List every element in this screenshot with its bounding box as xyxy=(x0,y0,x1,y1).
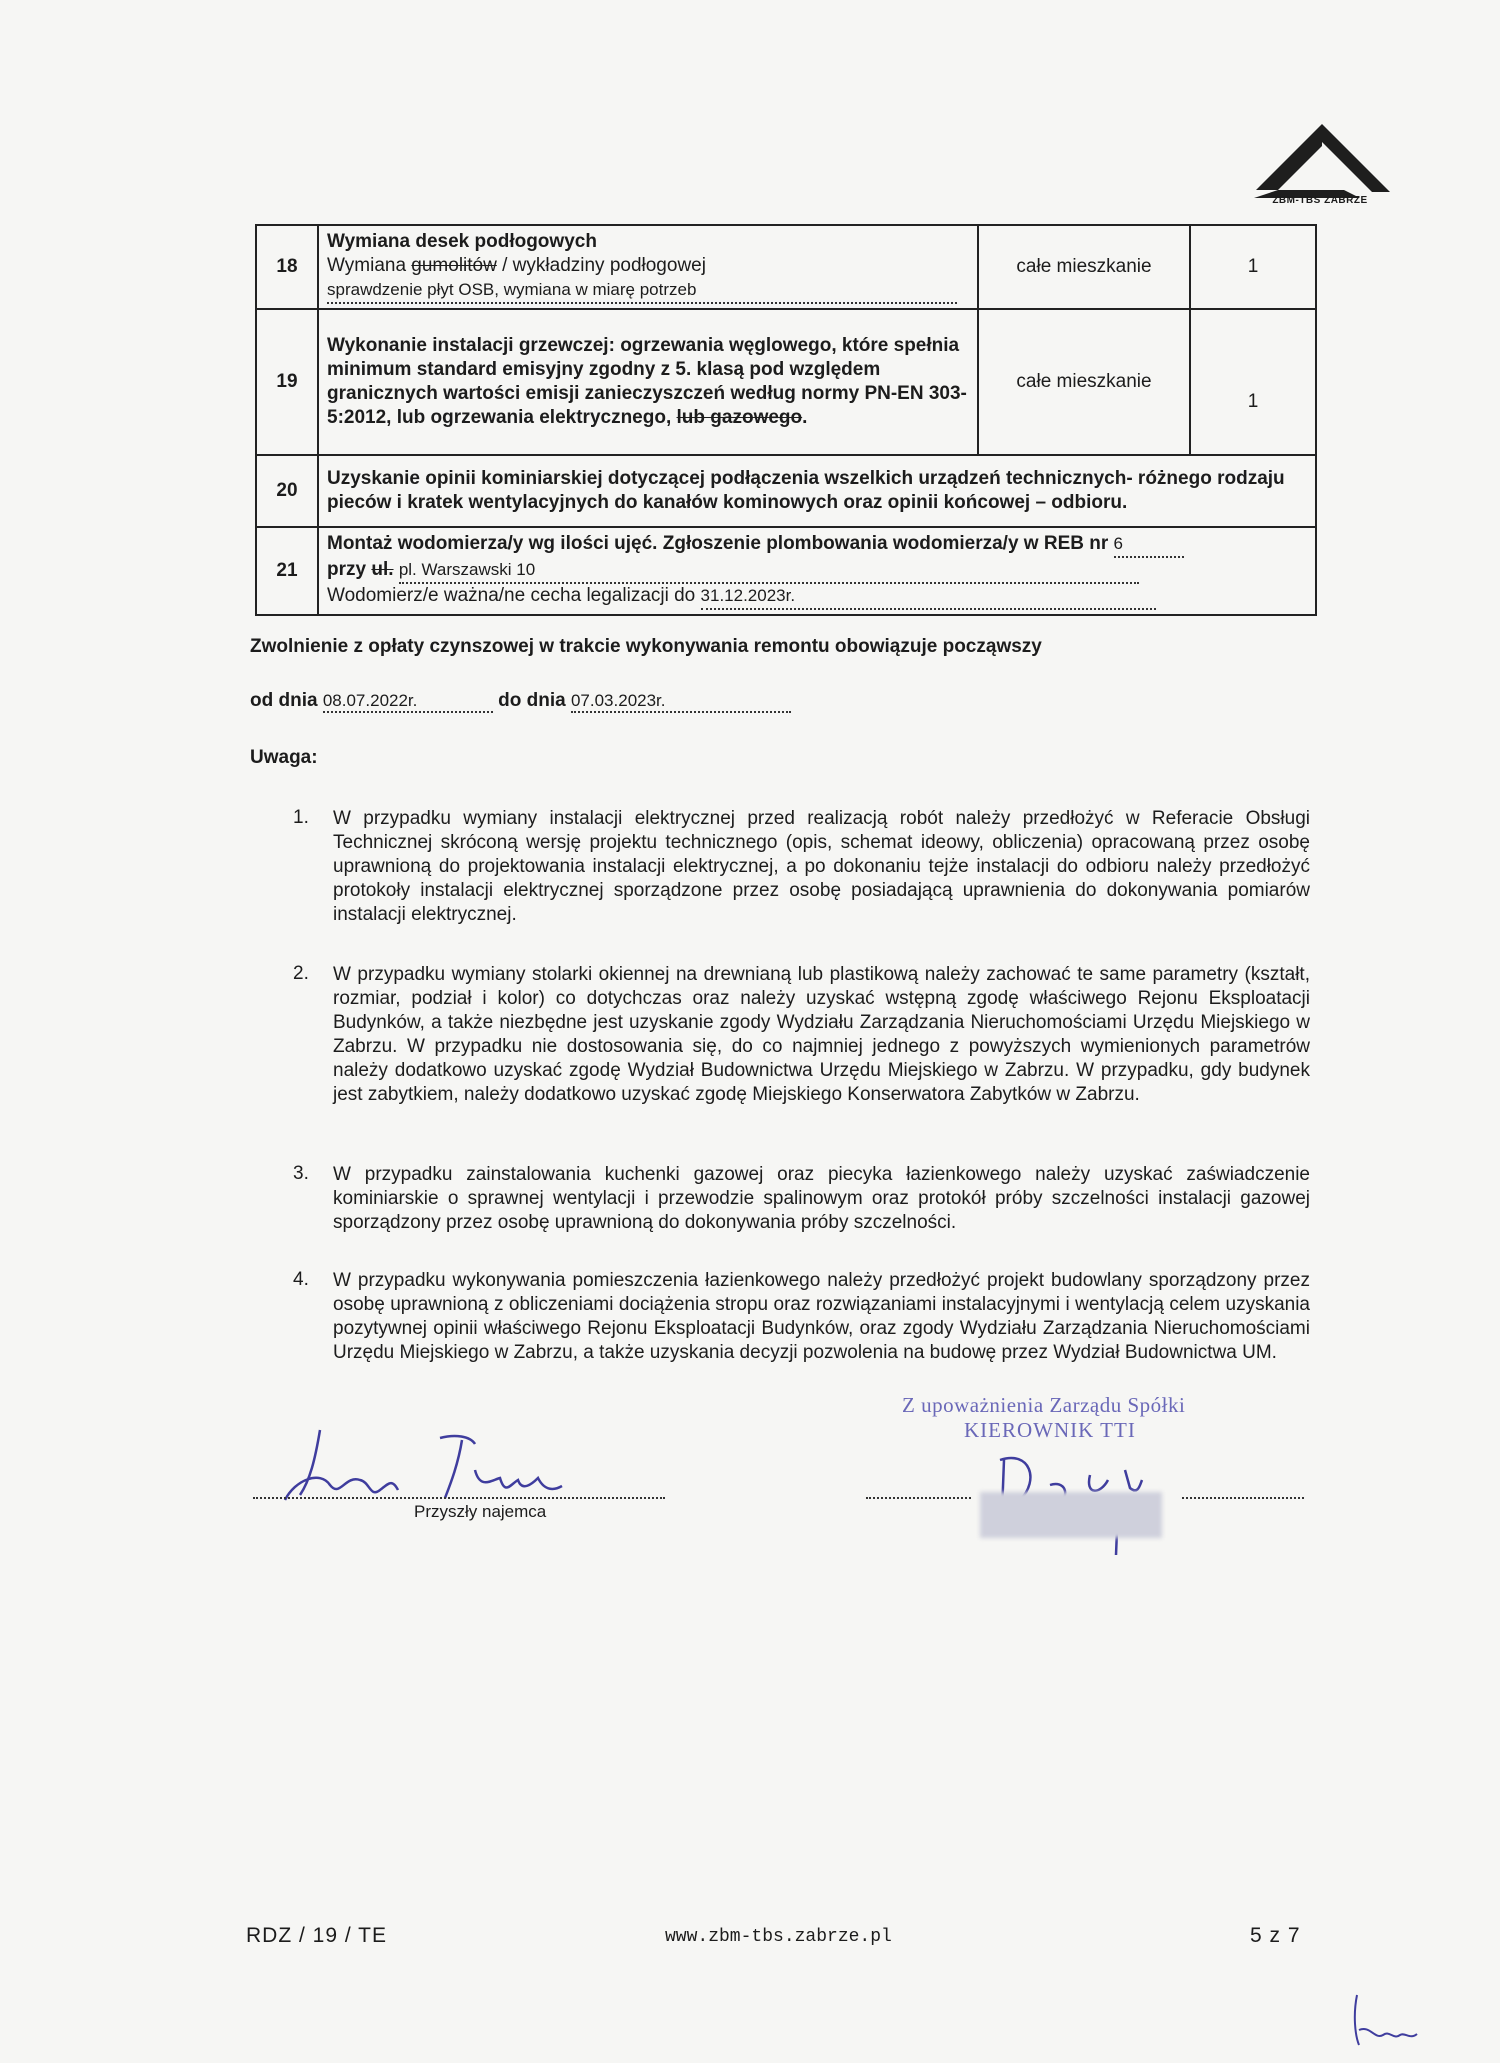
note-number: 1. xyxy=(293,807,309,828)
row-number: 19 xyxy=(256,309,318,455)
table-row xyxy=(256,527,1316,615)
table-row xyxy=(256,455,1316,527)
row-line xyxy=(327,584,1307,610)
from-label: od dnia xyxy=(250,690,318,711)
text: Wymiana xyxy=(327,255,412,276)
note-number: 3. xyxy=(293,1163,309,1184)
struck-text: lub gazowego xyxy=(676,407,803,428)
text: przy xyxy=(327,559,367,580)
note-text: W przypadku wymiany instalacji elektrycznej przed realizacją robót należy przedłożyć w Referacie Obsługi Technicznej skróconą wersję projektu technicznego (opis, schemat ideowy, obliczenia) opracowaną przez osobę uprawnioną do projektowania instalacji elektrycznej, a po dokonaniu tejże instalacji do odbioru należy przedłożyć protokoły instalacji elektrycznej sporządzone przez osobę posiadającą uprawnienia do dokonywania pomiarów instalacji elektrycznej. xyxy=(333,808,1310,925)
row-scope: całe mieszkanie xyxy=(978,225,1190,309)
row-scope: całe mieszkanie xyxy=(978,309,1190,455)
handwritten-note: sprawdzenie płyt OSB, wymiana w miarę potrzeb xyxy=(327,278,957,304)
reb-number: 6 xyxy=(1114,532,1184,558)
row-description xyxy=(318,309,978,455)
manager-signature-line xyxy=(1182,1497,1304,1499)
tenant-label: Przyszły najemca xyxy=(414,1502,547,1521)
row-title: Wymiana desek podłogowych xyxy=(327,231,597,252)
stamp-position: KIEROWNIK TTI xyxy=(964,1418,1136,1442)
text: / wykładziny podłogowej xyxy=(496,255,706,276)
to-label: do dnia xyxy=(498,690,566,711)
notes-heading: Uwaga: xyxy=(250,747,318,768)
text: Montaż wodomierza/y wg ilości ujęć. Zgłoszenie plombowania wodomierza/y w REB nr xyxy=(327,533,1109,554)
document-code: RDZ / 19 / TE xyxy=(246,1924,387,1947)
table-row xyxy=(256,225,1316,309)
row-number: 21 xyxy=(256,527,318,615)
row-line xyxy=(327,254,969,278)
initials-mark xyxy=(1345,1990,1425,2050)
renovation-items-table xyxy=(255,224,1317,616)
table-row xyxy=(256,309,1316,455)
website-url: www.zbm-tbs.zabrze.pl xyxy=(665,1927,892,1947)
row-qty: 1 xyxy=(1190,309,1316,455)
page-number: 5 z 7 xyxy=(1250,1924,1301,1947)
manager-signature-line xyxy=(866,1497,971,1499)
legalization-date: 31.12.2023r. xyxy=(701,584,1156,610)
row-description xyxy=(318,225,978,309)
row-qty: 1 xyxy=(1190,225,1316,309)
note-number: 4. xyxy=(293,1269,309,1290)
note-text: W przypadku wykonywania pomieszczenia łazienkowego należy przedłożyć projekt budowlany sporządzony przez osobę uprawnioną z obliczeniami dociążenia stropu oraz rozwiązaniami instalacyjnymi i wentylacją celem uzyskania pozytywnej opinii właściwego Rejonu Eksploatacji Budynków, oraz zgody Wydziału Zarządzania Nieruchomościami Urzędu Miejskiego w Zabrzu, a także uzyskania decyzji pozwolenia na budowę przez Wydział Budownictwa UM. xyxy=(333,1270,1310,1363)
row-description: Uzyskanie opinii kominiarskiej dotyczącej podłączenia wszelkich urządzeń technicznych- różnego rodzaju pieców i kratek wentylacyjnych do kanałów kominowych oraz opinii końcowej – odbioru. xyxy=(318,455,1316,527)
row-number: 18 xyxy=(256,225,318,309)
row-line xyxy=(327,558,1307,584)
struck-text: gumolitów xyxy=(411,255,497,276)
row-description xyxy=(318,527,1316,615)
row-line xyxy=(327,532,1307,558)
to-date: 07.03.2023r. xyxy=(571,691,791,713)
exemption-heading: Zwolnienie z opłaty czynszowej w trakcie wykonywania remontu obowiązuje począwszy xyxy=(250,636,1042,657)
stamp-authorization: Z upoważnienia Zarządu Spółki xyxy=(902,1393,1186,1417)
text: Wodomierz/e ważna/ne cecha legalizacji do xyxy=(327,585,696,606)
row-line xyxy=(327,278,969,304)
row-title: Wykonanie instalacji grzewczej: ogrzewania węglowego, które spełnia minimum standard emisyjny zgodny z 5. klasą pod względem granicznych wartości emisji zanieczyszczeń według normy PN-EN 303-5:2012, lub ogrzewania elektrycznego, xyxy=(327,335,967,428)
redacted-name xyxy=(980,1492,1162,1538)
text: . xyxy=(802,407,808,428)
exemption-dates xyxy=(250,690,791,713)
from-date: 08.07.2022r. xyxy=(323,691,493,713)
tenant-signature-line xyxy=(253,1497,665,1499)
logo-text: ZBM-TBS ZABRZE xyxy=(1272,195,1368,206)
note-text: W przypadku wymiany stolarki okiennej na drewnianą lub plastikową należy zachować te same parametry (kształt, rozmiar, podział i kolor) co dotychczas oraz należy uzyskać wstępną zgodę właściwego Rejonu Eksploatacji Budynków, a także niezbędne jest uzyskanie zgody Wydziału Zarządzania Nieruchomościami Urzędu Miejskiego w Zabrzu. W przypadku nie dostosowania się, do co najmniej jednego z powyższych wymienionych parametrów należy dodatkowo uzyskać zgodę Wydział Budownictwa Urzędu Miejskiego w Zabrzu. W przypadku, gdy budynek jest zabytkiem, należy dodatkowo uzyskać zgodę Miejskiego Konserwatora Zabytków w Zabrzu. xyxy=(333,964,1310,1105)
row-number: 20 xyxy=(256,455,318,527)
note-number: 2. xyxy=(293,963,309,984)
note-text: W przypadku zainstalowania kuchenki gazowej oraz piecyka łazienkowego należy uzyskać zaświadczenie kominiarskie o sprawnej wentylacji i przewodzie spalinowym oraz protokół próby szczelności instalacji gazowej sporządzony przez osobę uprawnioną do dokonywania próby szczelności. xyxy=(333,1164,1310,1233)
address: pl. Warszawski 10 xyxy=(399,558,1139,584)
struck-text: ul. xyxy=(371,559,394,580)
